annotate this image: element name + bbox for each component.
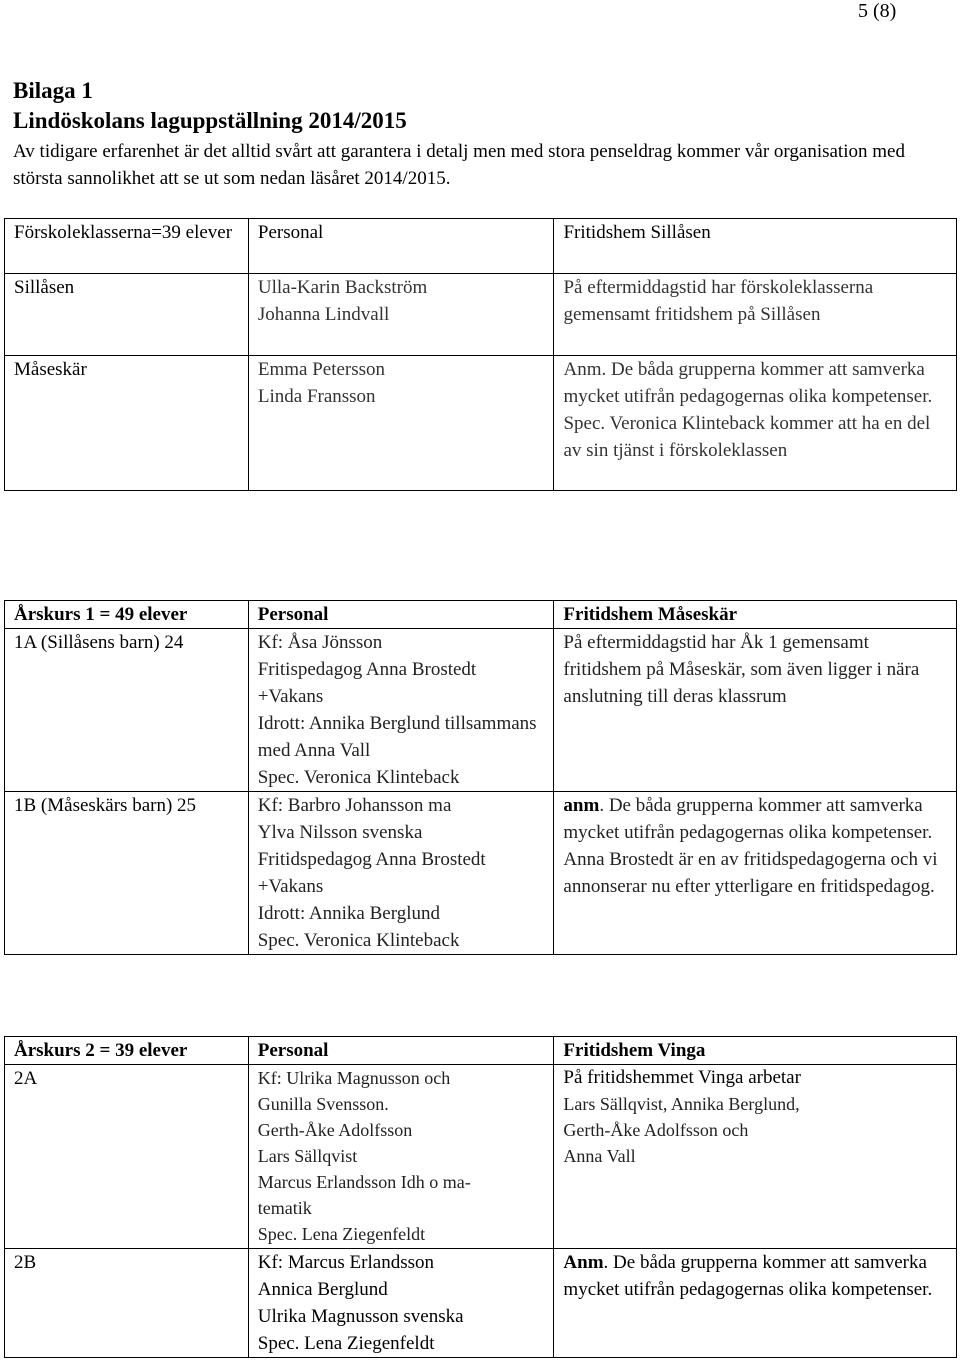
afterschool-cell <box>554 792 957 955</box>
table-row <box>5 356 957 491</box>
afterschool-cell: På eftermiddagstid har förskoleklasserna gemensamt fritidshem på Sillåsen <box>554 274 957 356</box>
header-cell-staff: Personal <box>248 1037 554 1065</box>
grade1-table <box>4 600 957 955</box>
page-number: 5 (8) <box>858 0 897 22</box>
preschool-class-table <box>4 218 957 491</box>
table-row <box>5 1249 957 1358</box>
header-cell-staff: Personal <box>248 219 554 274</box>
header-cell-afterschool: Fritidshem Sillåsen <box>554 219 957 274</box>
table-row <box>5 629 957 792</box>
document-heading <box>13 76 953 192</box>
grade2-table <box>4 1036 957 1358</box>
table-header-row <box>5 219 957 274</box>
note-label: anm <box>563 795 600 816</box>
class-cell: Sillåsen <box>5 274 249 356</box>
appendix-label: Bilaga 1 <box>13 78 93 103</box>
afterschool-cell: På eftermiddagstid har Åk 1 gemensamt fritidshem på Måseskär, som även ligger i nära anslutning till deras klassrum <box>554 629 957 792</box>
header-cell-afterschool: Fritidshem Måseskär <box>554 601 957 629</box>
staff-cell: Kf: Åsa Jönsson Fritispedagog Anna Brostedt +Vakans Idrott: Annika Berglund tillsammans med Anna Vall Spec. Veronica Klinteback <box>248 629 554 792</box>
afterschool-cell: Anm. De båda grupperna kommer att samverka mycket utifrån pedagogernas olika kompetenser. Spec. Veronica Klinteback kommer att ha en del av sin tjänst i förskoleklassen <box>554 356 957 491</box>
afterschool-cell <box>554 1065 957 1249</box>
note-label: Anm <box>563 1252 604 1273</box>
class-cell: 2B <box>5 1249 249 1358</box>
table-row <box>5 792 957 955</box>
table-row <box>5 1065 957 1249</box>
header-cell-grade: Årskurs 1 = 49 elever <box>5 601 249 629</box>
staff-cell: Ulla-Karin Backström Johanna Lindvall <box>248 274 554 356</box>
header-cell-afterschool: Fritidshem Vinga <box>554 1037 957 1065</box>
class-cell: 1B (Måseskärs barn) 25 <box>5 792 249 955</box>
intro-paragraph: Av tidigare erfarenhet är det alltid svårt att garantera i detalj men med stora penseldrag kommer vår organisation med största sannolikhet att se ut som nedan läsåret 2014/2015. <box>13 141 905 189</box>
afterschool-intro: På fritidshemmet Vinga arbetar <box>563 1067 801 1088</box>
table-header-row <box>5 1037 957 1065</box>
note-text: . De båda grupperna kommer att samverka mycket utifrån pedagogernas olika kompetenser. <box>563 1252 933 1300</box>
header-cell-staff: Personal <box>248 601 554 629</box>
table-row <box>5 274 957 356</box>
header-cell-classes: Förskoleklasserna=39 elever <box>5 219 249 274</box>
afterschool-staff: Lars Sällqvist, Annika Berglund, Gerth-Åke Adolfsson och Anna Vall <box>563 1094 800 1166</box>
class-cell: Måseskär <box>5 356 249 491</box>
staff-cell: Kf: Barbro Johansson ma Ylva Nilsson svenska Fritidspedagog Anna Brostedt +Vakans Idrott: Annika Berglund Spec. Veronica Klinteback <box>248 792 554 955</box>
staff-cell: Emma Petersson Linda Fransson <box>248 356 554 491</box>
table-header-row <box>5 601 957 629</box>
staff-cell: Kf: Marcus Erlandsson Annica Berglund Ulrika Magnusson svenska Spec. Lena Ziegenfeldt <box>248 1249 554 1358</box>
class-cell: 1A (Sillåsens barn) 24 <box>5 629 249 792</box>
class-cell: 2A <box>5 1065 249 1249</box>
afterschool-cell <box>554 1249 957 1358</box>
staff-cell: Kf: Ulrika Magnusson och Gunilla Svensson. Gerth-Åke Adolfsson Lars Sällqvist Marcus Erlandsson Idh o ma- tematik Spec. Lena Ziegenfeldt <box>248 1065 554 1249</box>
note-text: . De båda grupperna kommer att samverka mycket utifrån pedagogernas olika kompetenser. Anna Brostedt är en av fritidspedagogerna och vi annonserar nu efter ytterligare en fritidspedagog. <box>563 795 938 897</box>
header-cell-grade: Årskurs 2 = 39 elever <box>5 1037 249 1065</box>
document-title: Lindöskolans laguppställning 2014/2015 <box>13 108 407 133</box>
